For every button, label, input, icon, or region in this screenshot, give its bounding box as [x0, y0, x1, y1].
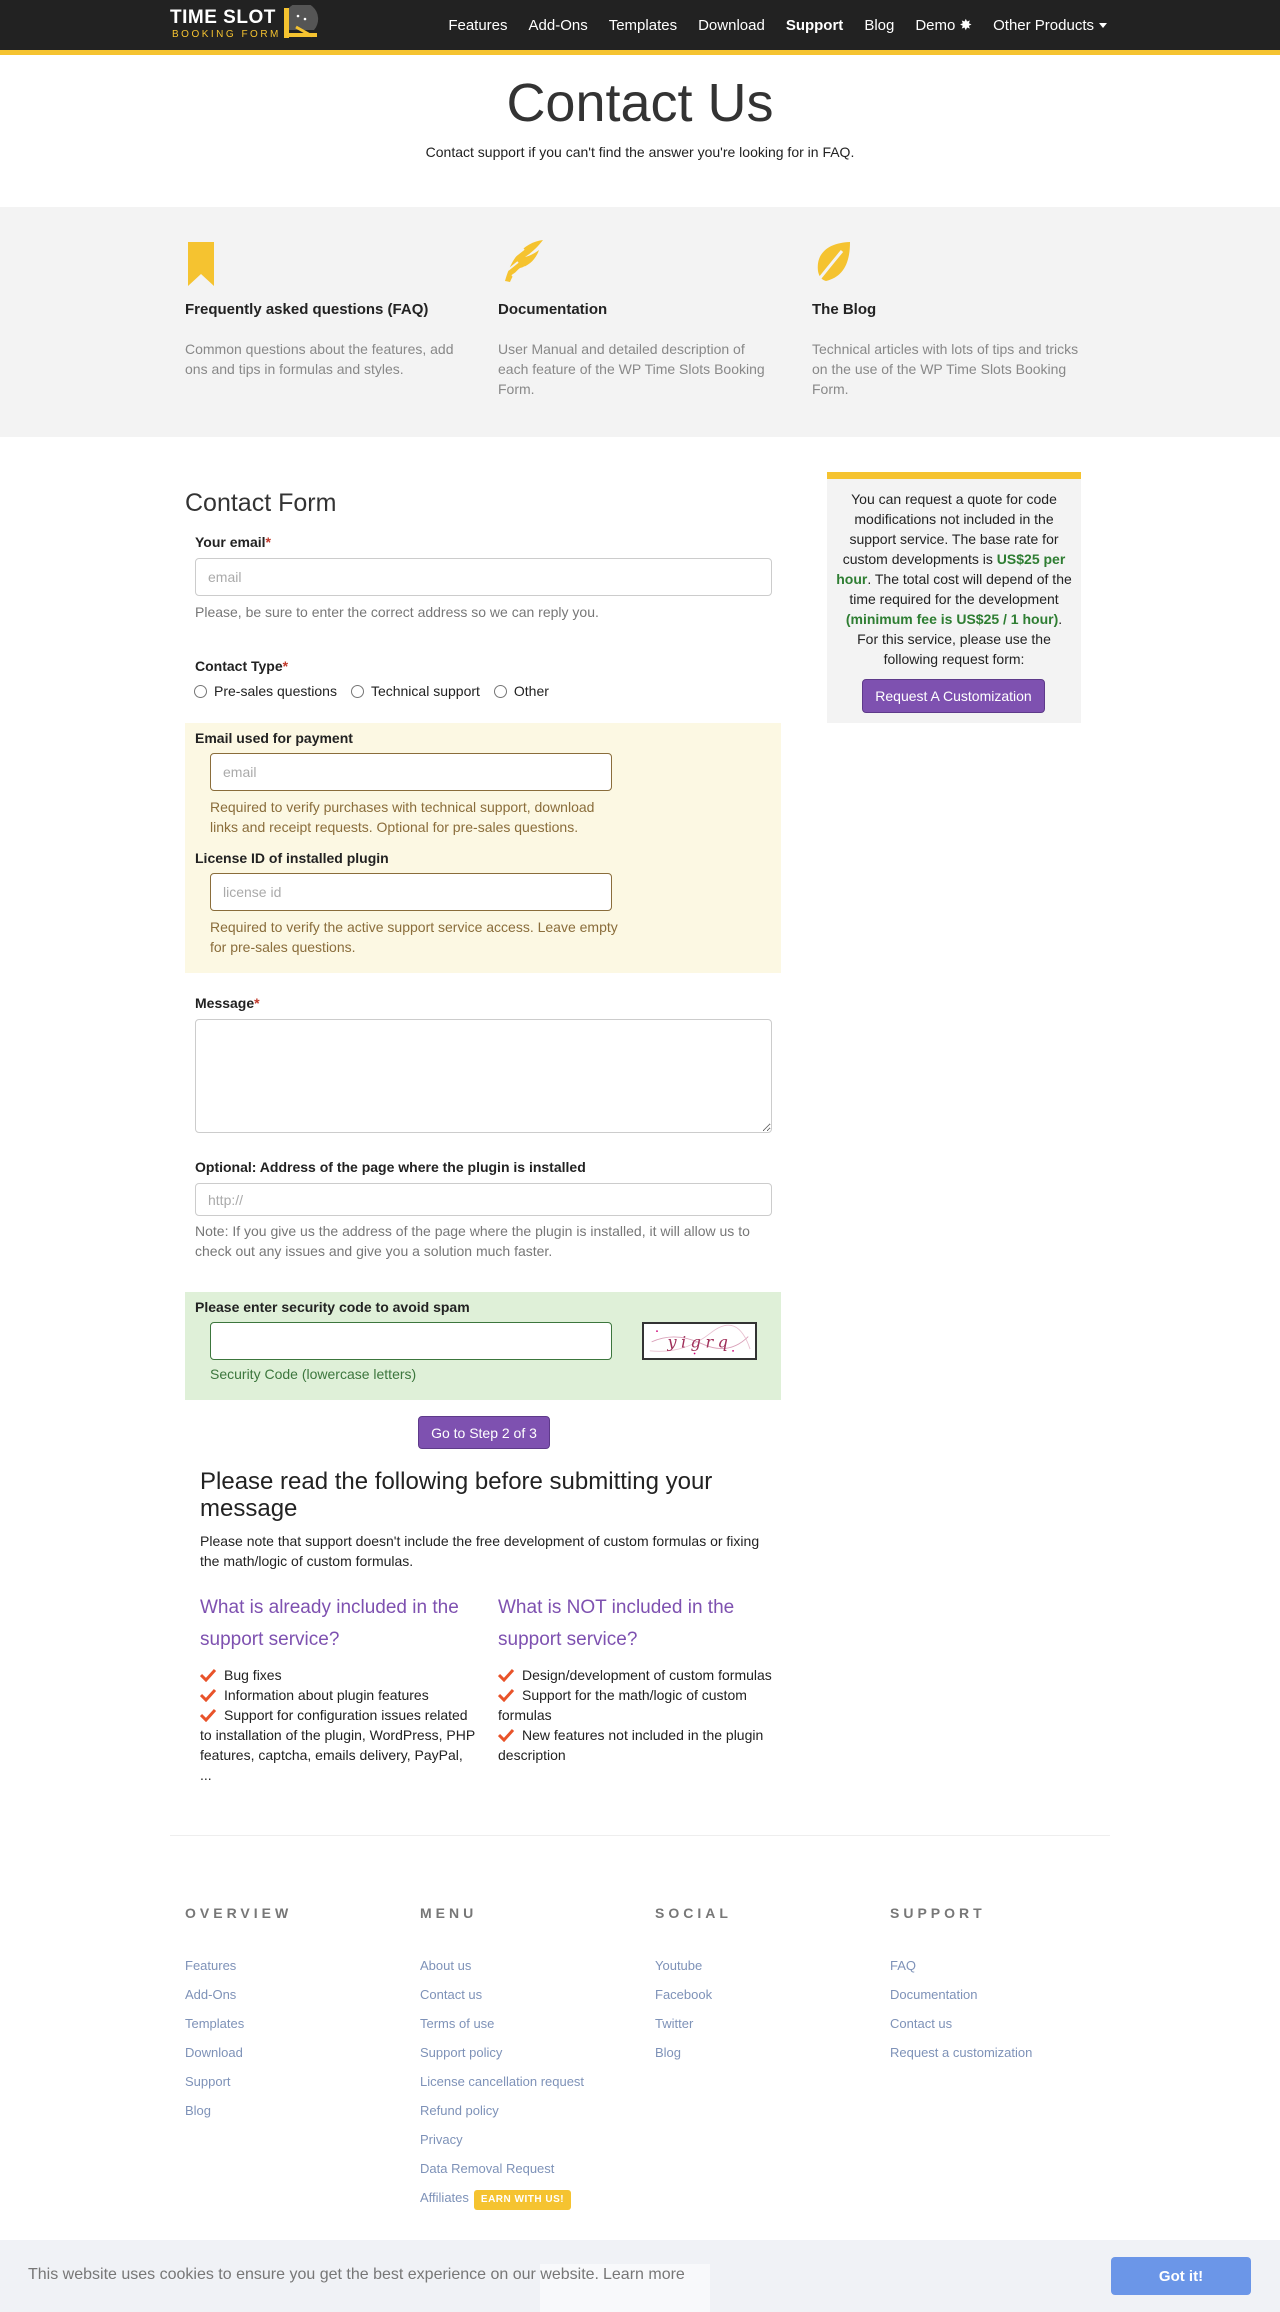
footer-link-license-cancellation[interactable]: License cancellation request	[420, 2074, 585, 2089]
email-label	[195, 534, 271, 550]
feature-faq[interactable]	[185, 237, 455, 379]
footer-overview	[185, 1905, 415, 2125]
email-label-text: Your email	[195, 534, 266, 550]
radio-pre-sales-input[interactable]	[194, 685, 207, 698]
read-before-title: Please read the following before submitting your message	[200, 1468, 713, 1522]
cookie-message	[28, 2266, 685, 2284]
nav-demo-label: Demo	[915, 17, 956, 34]
footer-link-blog[interactable]: Blog	[185, 2103, 212, 2118]
brand-logo[interactable]	[170, 5, 320, 43]
check-icon	[498, 1668, 514, 1682]
footer-link-templates[interactable]: Templates	[185, 2016, 245, 2031]
footer-social-title: SOCIAL	[655, 1905, 732, 1921]
quote-rate: US$25 per hour	[836, 551, 1066, 587]
message-label-text: Message	[195, 995, 255, 1011]
nav-demo[interactable]	[915, 16, 972, 34]
radio-technical-support[interactable]	[351, 683, 480, 699]
quote-text-1: You can request a quote for code modifications not included in the support service. The base rate for custom developments is	[842, 491, 1059, 567]
quote-min-fee: (minimum fee is US$25 / 1 hour)	[845, 611, 1059, 627]
nav-add-ons[interactable]: Add-Ons	[528, 16, 588, 34]
check-icon	[200, 1708, 216, 1722]
nav-other-products-label: Other Products	[993, 16, 1094, 34]
top-navbar	[0, 0, 1280, 55]
radio-technical-support-label: Technical support	[370, 683, 480, 699]
footer-link-faq[interactable]: FAQ	[890, 1958, 917, 1973]
list-item	[200, 1705, 475, 1785]
cookie-learn-more-link[interactable]: Learn more	[603, 2266, 685, 2283]
footer-link-privacy[interactable]: Privacy	[420, 2132, 463, 2147]
not-included-item-text: Support for the math/logic of custom formulas	[498, 1687, 747, 1723]
radio-other[interactable]	[494, 683, 549, 699]
list-item	[498, 1725, 773, 1765]
payment-email-label: Email used for payment	[195, 730, 353, 746]
included-title: What is already included in the support service?	[200, 1597, 459, 1650]
footer-link-terms-of-use[interactable]: Terms of use	[420, 2016, 495, 2031]
footer-link-support[interactable]: Support	[185, 2074, 231, 2089]
footer-link-support-policy[interactable]: Support policy	[420, 2045, 503, 2060]
footer-link-features[interactable]: Features	[185, 1958, 237, 1973]
nav-templates[interactable]: Templates	[608, 16, 678, 34]
address-label: Optional: Address of the page where the plugin is installed	[195, 1159, 586, 1175]
radio-other-label: Other	[513, 683, 549, 699]
footer-link-download[interactable]: Download	[185, 2045, 243, 2060]
radio-pre-sales-label: Pre-sales questions	[214, 683, 337, 699]
message-label	[195, 995, 260, 1011]
earn-with-us-badge[interactable]: EARN WITH US!	[474, 2190, 571, 2210]
footer-link-youtube[interactable]: Youtube	[655, 1958, 703, 1973]
read-before-note: Please note that support doesn't include the free development of custom formulas or fixing the math/logic of custom formulas.	[200, 1533, 760, 1569]
required-marker: *	[254, 995, 260, 1011]
radio-pre-sales[interactable]	[194, 683, 337, 699]
quote-text-3: . For this service, please use the following request form:	[857, 611, 1063, 667]
included-item-text: Bug fixes	[224, 1667, 282, 1683]
not-included-title: What is NOT included in the support service?	[498, 1597, 735, 1650]
footer-link-affiliates[interactable]: Affiliates	[420, 2190, 469, 2205]
captcha-help: Security Code (lowercase letters)	[210, 1366, 417, 1382]
cookie-consent-bar	[0, 2240, 1280, 2312]
captcha-text: yigrq	[667, 1332, 733, 1352]
feature-blog[interactable]	[812, 237, 1082, 399]
footer-menu	[420, 1905, 650, 2212]
captcha-input[interactable]	[210, 1322, 612, 1360]
gear-icon: ✸	[959, 17, 973, 34]
radio-other-input[interactable]	[494, 685, 507, 698]
feature-blog-title: The Blog	[812, 301, 877, 318]
page-subtitle: Contact support if you can't find the answer you're looking for in FAQ.	[425, 144, 855, 160]
footer-link-documentation[interactable]: Documentation	[890, 1987, 978, 2002]
nav-blog[interactable]: Blog	[864, 16, 895, 34]
footer-menu-title: MENU	[420, 1905, 478, 1921]
list-item	[498, 1665, 773, 1685]
nav-download[interactable]: Download	[698, 16, 765, 34]
request-customization-button[interactable]: Request A Customization	[862, 679, 1045, 713]
email-input[interactable]	[195, 558, 772, 596]
license-help: Required to verify the active support service access. Leave empty for pre-sales questions.	[210, 919, 618, 955]
footer-overview-title: OVERVIEW	[185, 1905, 293, 1921]
required-marker: *	[282, 658, 289, 674]
check-icon	[200, 1668, 216, 1682]
footer-link-social-blog[interactable]: Blog	[655, 2045, 682, 2060]
captcha-label: Please enter security code to avoid spam	[195, 1299, 470, 1315]
footer-link-contact-us[interactable]: Contact us	[420, 1987, 483, 2002]
included-list	[200, 1665, 475, 1785]
list-item	[498, 1685, 773, 1725]
radio-technical-support-input[interactable]	[351, 685, 364, 698]
go-to-step-2-button[interactable]: Go to Step 2 of 3	[418, 1416, 550, 1449]
contact-type-label-text: Contact Type	[195, 658, 283, 674]
contact-type-label	[195, 658, 288, 674]
payment-email-help: Required to verify purchases with technical support, download links and receipt requests. Optional for pre-sales questions.	[210, 799, 595, 835]
list-item	[200, 1665, 475, 1685]
cookie-message-text: This website uses cookies to ensure you get the best experience on our website.	[28, 2266, 599, 2283]
feature-blog-text: Technical articles with lots of tips and tricks on the use of the WP Time Slots Booking Form.	[812, 341, 1079, 397]
address-help: Note: If you give us the address of the page where the plugin is installed, it will allow us to check out any issues and give you a solution much faster.	[195, 1223, 750, 1259]
features-section	[0, 207, 1280, 437]
feature-documentation-title: Documentation	[498, 301, 608, 318]
feature-faq-text: Common questions about the features, add ons and tips in formulas and styles.	[185, 341, 454, 377]
footer-link-twitter[interactable]: Twitter	[655, 2016, 694, 2031]
quill-icon	[498, 237, 548, 287]
page-title: Contact Us	[506, 73, 774, 133]
not-included-item-text: New features not included in the plugin description	[498, 1727, 764, 1763]
footer-link-about-us[interactable]: About us	[420, 1958, 472, 1973]
check-icon	[200, 1688, 216, 1702]
cookie-accept-button[interactable]: Got it!	[1111, 2257, 1251, 2295]
brand-title: TIME SLOT	[170, 7, 276, 28]
section-divider	[170, 1835, 1110, 1836]
feature-documentation[interactable]	[498, 237, 768, 399]
main-nav	[427, 0, 1107, 50]
included-item-text: Support for configuration issues related to installation of the plugin, WordPress, PHP features, captcha, emails delivery, PayPal, ...	[200, 1707, 475, 1783]
message-textarea[interactable]	[195, 1019, 772, 1133]
contact-type-radios	[194, 683, 563, 699]
quote-text	[835, 489, 1073, 669]
check-icon	[498, 1688, 514, 1702]
footer-support-title: SUPPORT	[890, 1905, 986, 1921]
included-item-text: Information about plugin features	[224, 1687, 429, 1703]
list-item	[200, 1685, 475, 1705]
footer-link-facebook[interactable]: Facebook	[655, 1987, 713, 2002]
check-icon	[498, 1728, 514, 1742]
footer-link-refund-policy[interactable]: Refund policy	[420, 2103, 499, 2118]
footer-link-support-contact[interactable]: Contact us	[890, 2016, 953, 2031]
license-label: License ID of installed plugin	[195, 850, 389, 866]
not-included-list	[498, 1665, 773, 1765]
feature-faq-title: Frequently asked questions (FAQ)	[185, 301, 429, 318]
footer-link-add-ons[interactable]: Add-Ons	[185, 1987, 237, 2002]
quote-text-2: . The total cost will depend of the time required for the development	[849, 571, 1072, 607]
leaf-icon	[812, 237, 856, 287]
footer-support	[890, 1905, 1120, 2067]
footer-link-data-removal[interactable]: Data Removal Request	[420, 2161, 555, 2176]
license-id-input[interactable]	[210, 873, 612, 911]
feature-documentation-text: User Manual and detailed description of each feature of the WP Time Slots Booking Form.	[498, 341, 765, 397]
nav-support[interactable]: Support	[785, 16, 844, 34]
not-included-item-text: Design/development of custom formulas	[522, 1667, 772, 1683]
footer-social	[655, 1905, 885, 2067]
brand-subtitle: BOOKING FORM	[172, 29, 281, 40]
email-help: Please, be sure to enter the correct address so we can reply you.	[195, 604, 599, 620]
bookmark-icon	[185, 237, 217, 287]
caret-down-icon	[1099, 23, 1107, 28]
captcha-image[interactable]	[642, 1322, 757, 1360]
address-input[interactable]	[195, 1183, 772, 1216]
nav-other-products[interactable]	[993, 17, 1107, 34]
footer-link-request-customization[interactable]: Request a customization	[890, 2045, 1033, 2060]
payment-email-input[interactable]	[210, 753, 612, 791]
required-marker: *	[265, 534, 271, 550]
contact-form-title: Contact Form	[185, 489, 337, 517]
nav-features[interactable]: Features	[448, 16, 508, 34]
clock-icon	[284, 5, 320, 41]
